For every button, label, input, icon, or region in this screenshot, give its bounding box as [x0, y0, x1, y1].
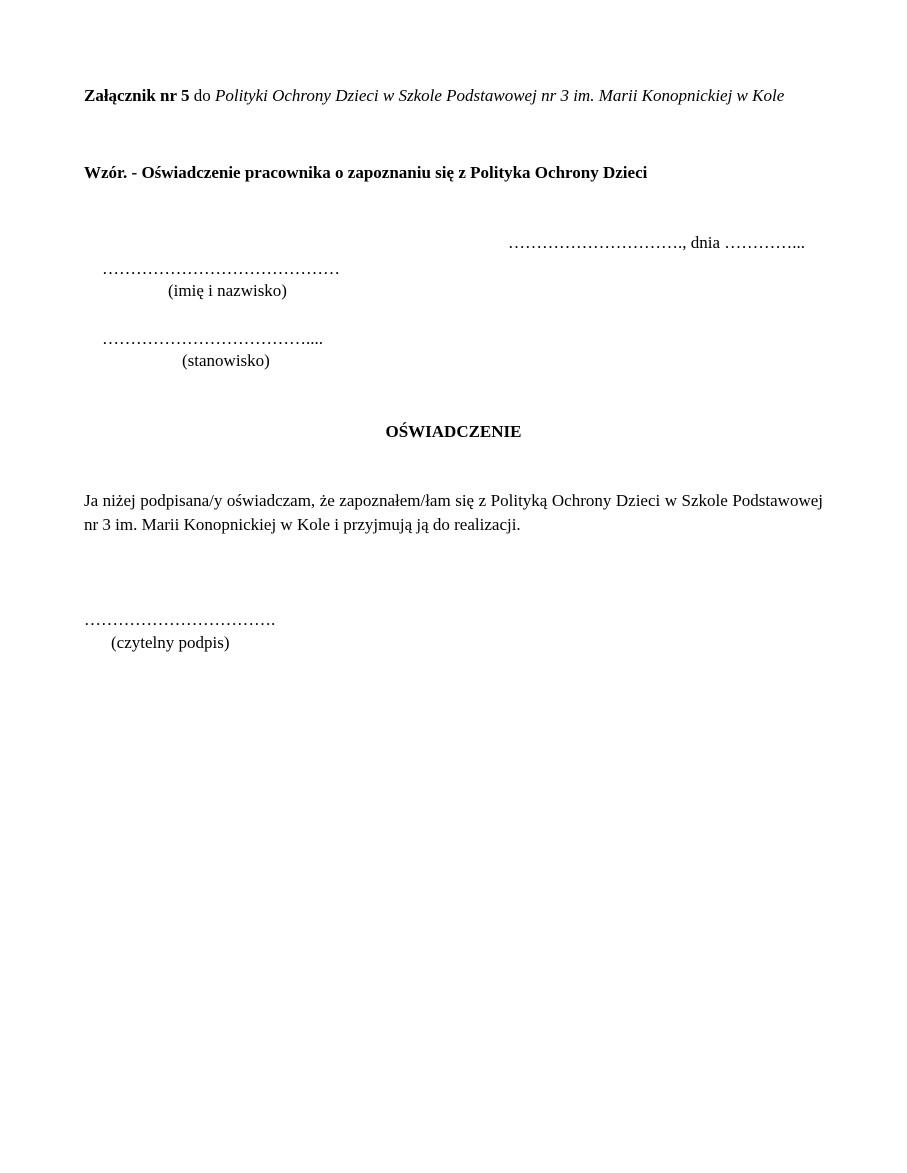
signature-field-dots: ……………………………. — [84, 610, 276, 629]
declaration-paragraph: Ja niżej podpisana/y oświadczam, że zapoznałem/łam się z Polityką Ochrony Dzieci w Szkole Podstawowej nr 3 im. Marii Konopnickiej w Kole i przyjmują ją do realizacji. — [84, 491, 823, 534]
name-field-caption: (imię i nazwisko) — [168, 281, 287, 300]
position-field-caption: (stanowisko) — [182, 351, 270, 370]
attachment-connector: do — [189, 86, 215, 105]
document-heading: OŚWIADCZENIE — [385, 422, 522, 441]
place-date-field: …………………………., dnia …………... — [508, 233, 806, 252]
template-title: Wzór. - Oświadczenie pracownika o zapoznaniu się z Polityka Ochrony Dzieci — [84, 163, 648, 182]
policy-name: Polityki Ochrony Dzieci w Szkole Podstawowej nr 3 im. Marii Konopnickiej w Kole — [214, 86, 785, 105]
name-field-dots: …………………………………… — [102, 259, 340, 278]
signature-field-caption: (czytelny podpis) — [111, 633, 230, 652]
position-field-dots: ……………………………….... — [102, 329, 323, 348]
attachment-header — [84, 85, 784, 107]
attachment-label: Załącznik nr 5 — [84, 86, 190, 105]
